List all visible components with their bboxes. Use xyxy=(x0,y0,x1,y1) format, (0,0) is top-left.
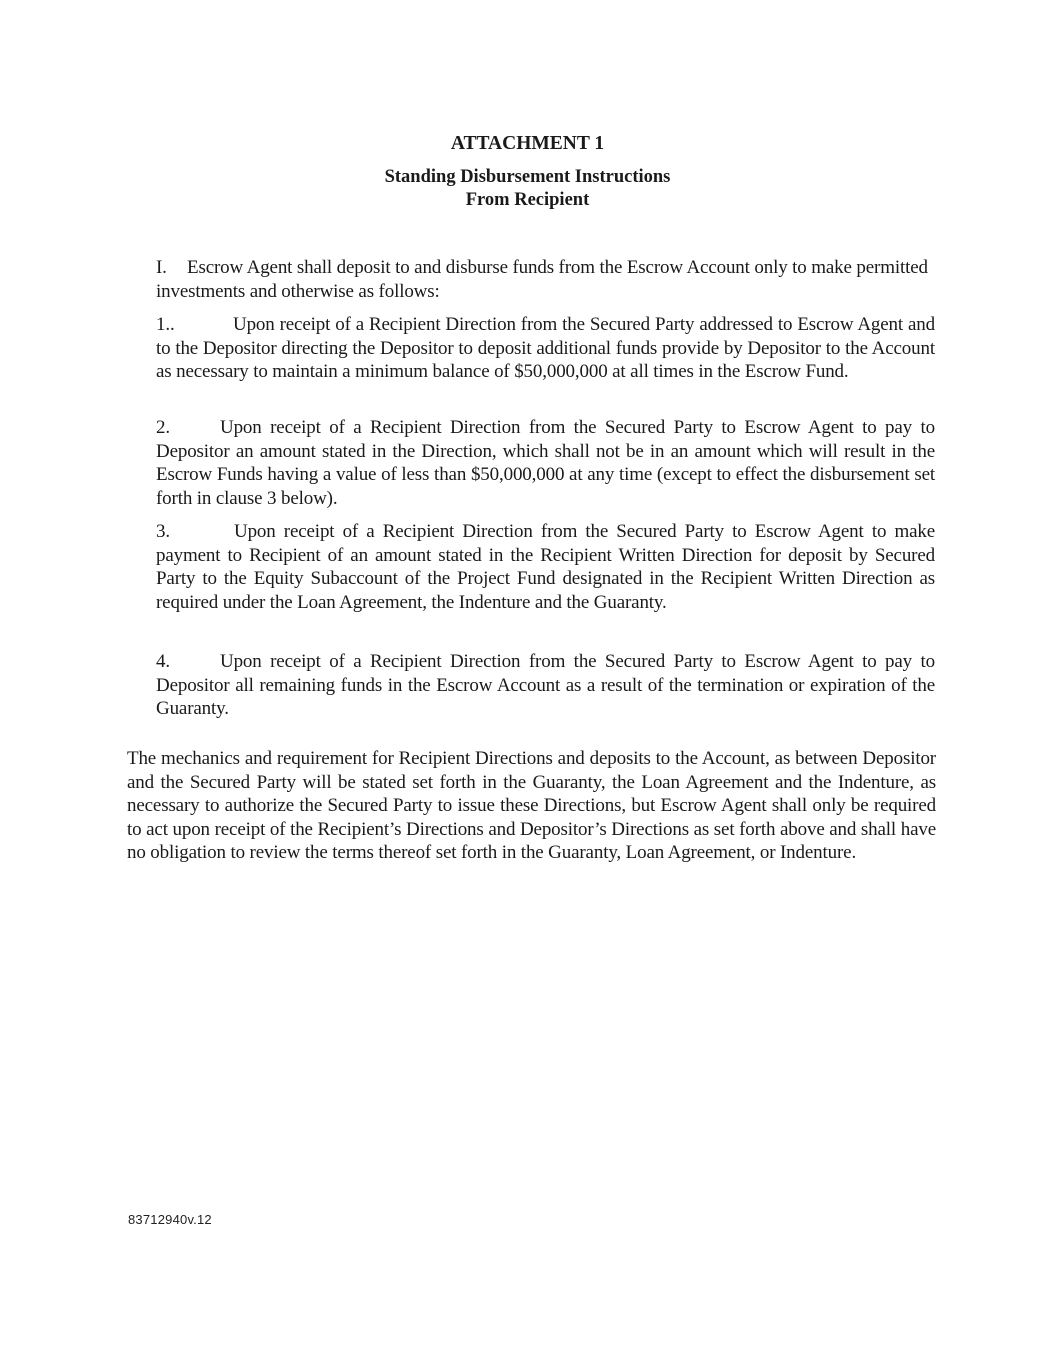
clause-2 xyxy=(156,416,935,510)
clause-number: 1.. xyxy=(156,314,175,335)
clause-text: Upon receipt of a Recipient Direction from the Secured Party to Escrow Agent to pay to Depositor an amount stated in the Direction, which shall not be in an amount which will result in the Escrow Funds having a value of less than $50,000,000 at any time (except to effect the disbursement set forth in clause 3 below). xyxy=(156,417,935,509)
intro-paragraph xyxy=(156,256,935,303)
clause-1 xyxy=(156,313,935,384)
clause-number: 4. xyxy=(156,651,170,672)
clause-number: 2. xyxy=(156,417,170,438)
footer-document-id: 83712940v.12 xyxy=(128,1212,212,1227)
clause-text: Upon receipt of a Recipient Direction from the Secured Party addressed to Escrow Agent and to the Depositor directing the Depositor to deposit additional funds provide by Depositor to the Account as necessary to maintain a minimum balance of $50,000,000 at all times in the Escrow Fund. xyxy=(156,314,935,382)
clause-4 xyxy=(156,650,935,721)
attachment-title: ATTACHMENT 1 xyxy=(450,133,605,154)
clause-text: Upon receipt of a Recipient Direction from the Secured Party to Escrow Agent to pay to Depositor all remaining funds in the Escrow Account as a result of the termination or expiration of the Guaranty. xyxy=(156,651,935,719)
clause-3 xyxy=(156,520,935,614)
clause-number: 3. xyxy=(156,521,170,542)
intro-text: Escrow Agent shall deposit to and disburse funds from the Escrow Account only to make permitted investments and otherwise as follows: xyxy=(156,257,928,302)
subtitle-line-1: Standing Disbursement Instructions xyxy=(384,167,671,187)
clause-text: Upon receipt of a Recipient Direction from the Secured Party to Escrow Agent to make payment to Recipient of an amount stated in the Recipient Written Direction for deposit by Secured Party to the Equity Subaccount of the Project Fund designated in the Recipient Written Direction as required under the Loan Agreement, the Indenture and the Guaranty. xyxy=(156,521,935,613)
intro-marker: I. xyxy=(156,257,167,278)
closing-paragraph: The mechanics and requirement for Recipient Directions and deposits to the Account, as between Depositor and the Secured Party will be stated set forth in the Guaranty, the Loan Agreement and the Indenture, as necessary to authorize the Secured Party to issue these Directions, but Escrow Agent shall only be required to act upon receipt of the Recipient’s Directions and Depositor’s Directions as set forth above and shall have no obligation to review the terms thereof set forth in the Guaranty, Loan Agreement, or Indenture. xyxy=(127,748,936,863)
subtitle-line-2: From Recipient xyxy=(465,190,590,210)
